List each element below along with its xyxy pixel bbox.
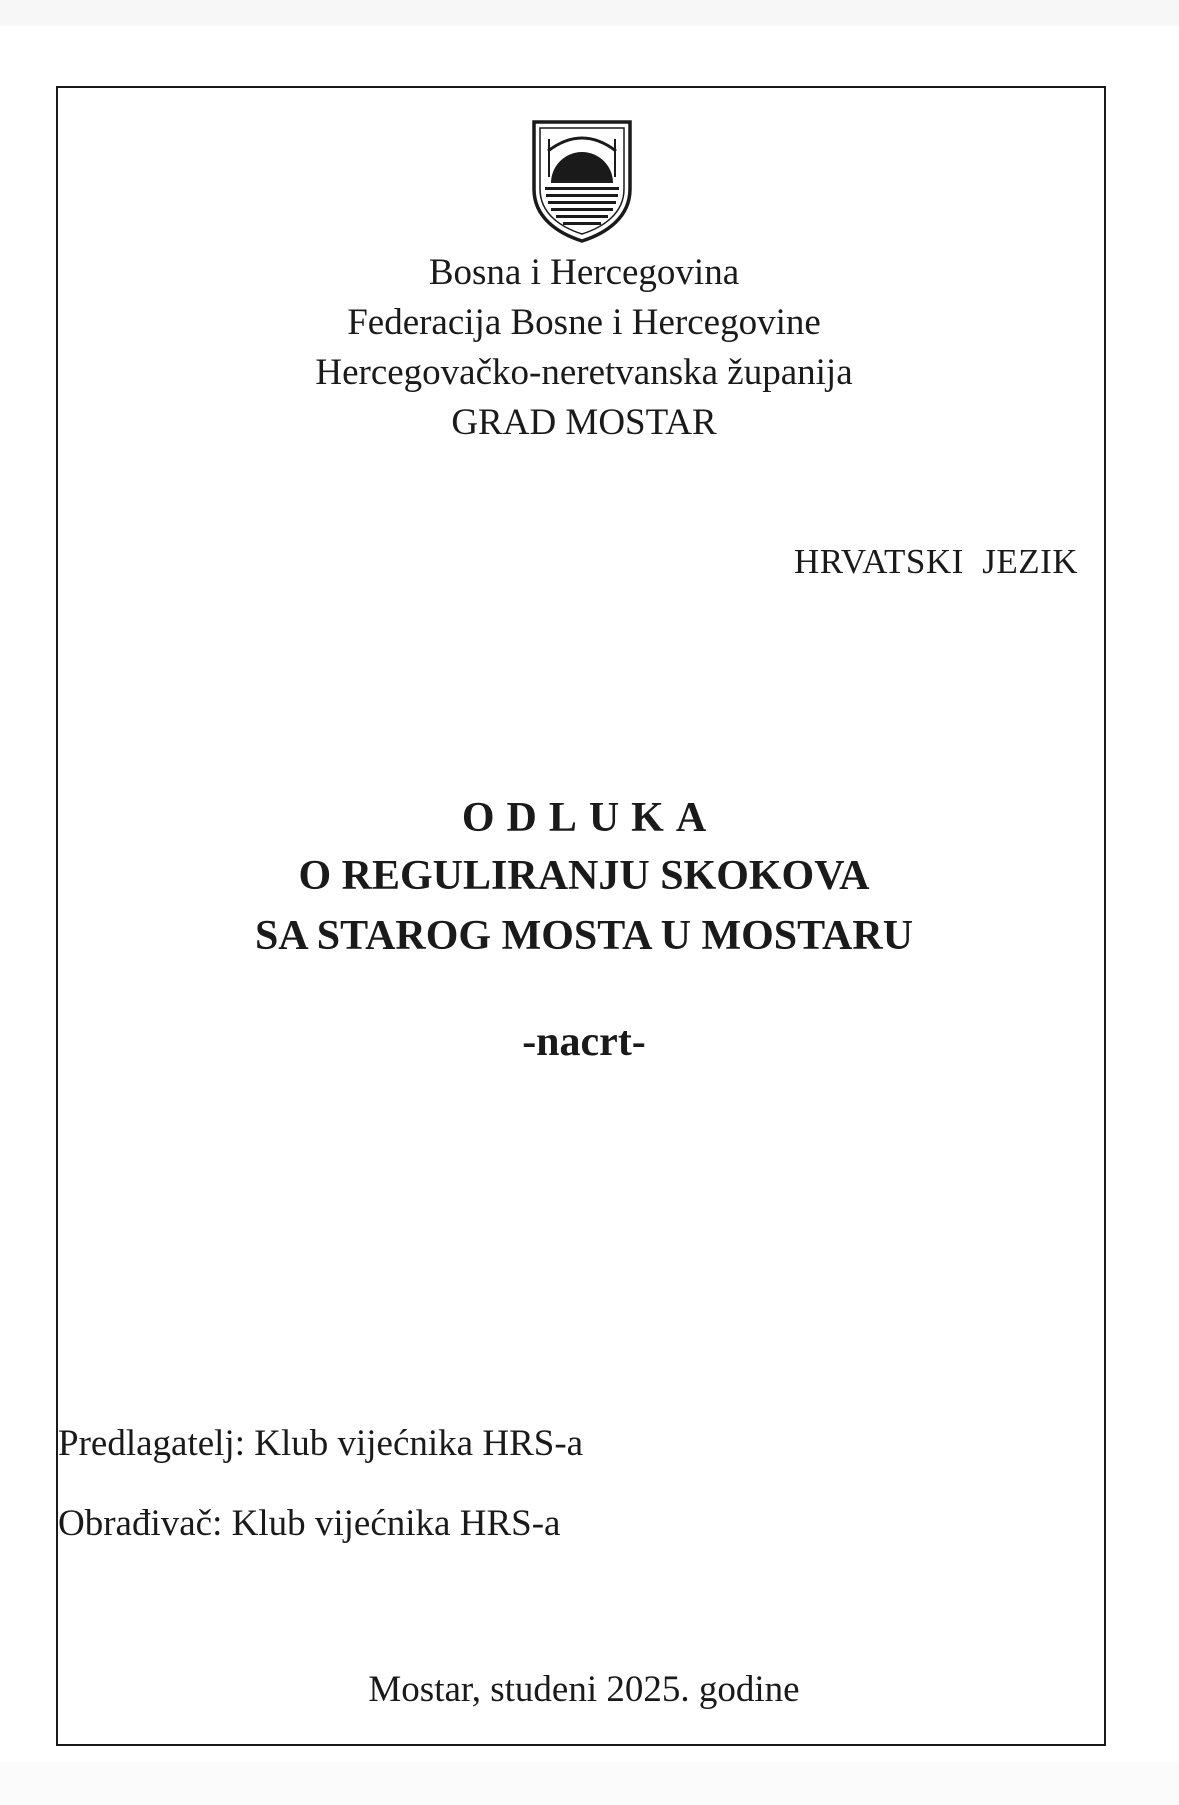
proposer-line: Predlagatelj: Klub vijećnika HRS-a — [58, 1423, 584, 1464]
header-canton: Hercegovačko-neretvanska županija — [315, 352, 853, 393]
bottom-strip — [0, 1762, 1179, 1805]
draft-label: -nacrt- — [522, 1019, 646, 1065]
place-date-line: Mostar, studeni 2025. godine — [368, 1669, 800, 1710]
issuer-header — [0, 248, 1168, 448]
header-city: GRAD MOSTAR — [451, 402, 717, 443]
title-line-2: SA STAROG MOSTA U MOSTARU — [254, 913, 914, 959]
document-title — [0, 790, 1168, 966]
title-line-1: O REGULIRANJU SKOKOVA — [298, 853, 870, 899]
coat-of-arms-icon — [531, 119, 633, 244]
header-federation: Federacija Bosne i Hercegovine — [347, 302, 821, 343]
top-strip — [0, 0, 1179, 26]
language-label: HRVATSKI JEZIK — [794, 542, 1079, 581]
title-word: ODLUKA — [461, 795, 719, 841]
processor-line: Obrađivač: Klub vijećnika HRS-a — [58, 1503, 561, 1544]
header-country: Bosna i Hercegovina — [428, 252, 740, 293]
